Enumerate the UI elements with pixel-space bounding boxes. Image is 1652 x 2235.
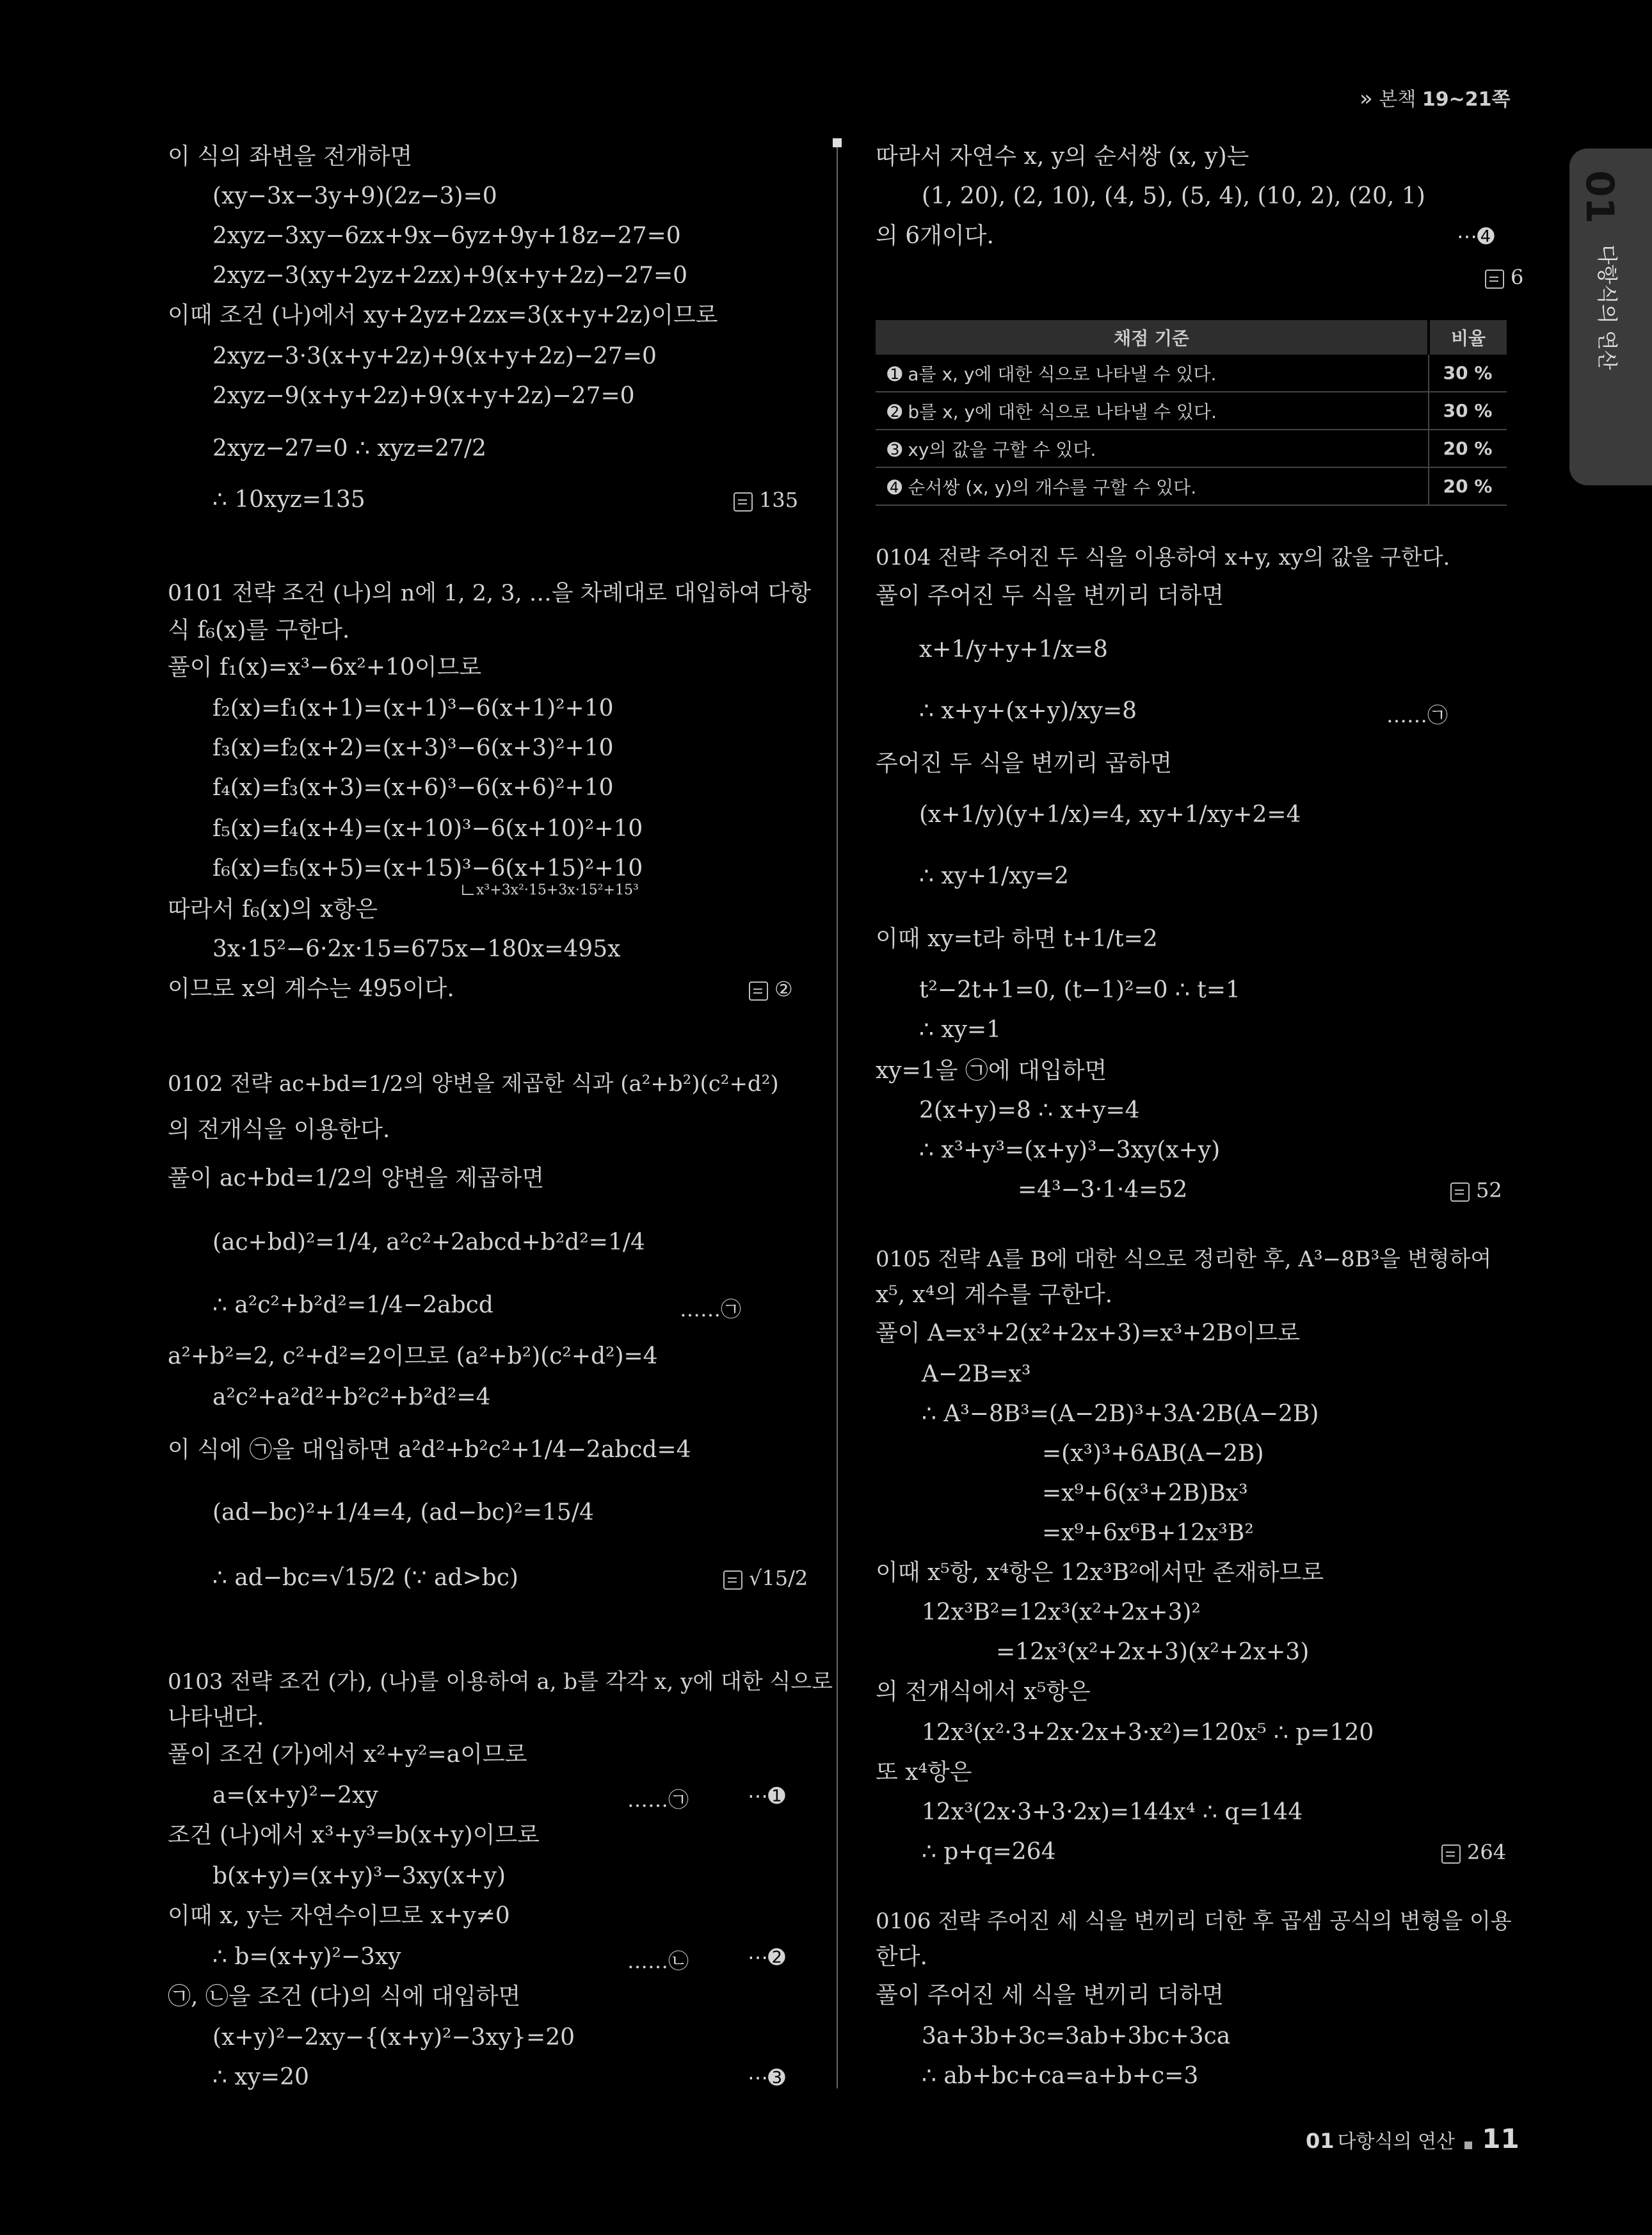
problem-0105-strategy: 0105 전략 A를 B에 대한 식으로 정리한 후, A³−8B³을 변형하여 [876,1247,1492,1272]
table-cell: ➍ 순서쌍 (x, y)의 개수를 구할 수 있다. [876,467,1429,505]
text-line: 주어진 두 식을 변끼리 곱하면 [876,750,1173,777]
text-line: 따라서 f₆(x)의 x항은 [168,896,378,923]
marker-a: ……㉠ [627,1787,689,1812]
ref-pages: 19~21쪽 [1422,88,1511,111]
expansion-bracket [462,885,474,895]
math-line: f₅(x)=f₄(x+4)=(x+10)³−6(x+10)²+10 [213,816,643,842]
math-line: 2xyz−9(x+y+2z)+9(x+y+2z)−27=0 [213,383,635,409]
text-line: 이때 x⁵항, x⁴항은 12x³B²에서만 존재하므로 [876,1560,1324,1586]
math-line: 2xyz−3xy−6zx+9x−6yz+9y+18z−27=0 [213,223,681,249]
math-line: t²−2t+1=0, (t−1)²=0 ∴ t=1 [919,977,1240,1003]
table-cell: ➋ b를 x, y에 대한 식으로 나타낼 수 있다. [876,392,1429,430]
answer-0103: 6 [1485,265,1523,289]
math-line: ∴ xy=1 [919,1017,1002,1043]
text-line: x⁵, x⁴의 계수를 구한다. [876,1282,1113,1308]
chapter-side-tab [1569,149,1652,485]
problem-0102-strategy: 0102 전략 ac+bd=1/2의 양변을 제곱한 식과 (a²+b²)(c²+d²) [168,1071,779,1097]
text-line: 이 식의 좌변을 전개하면 [168,143,413,170]
footer-chapter-title: 다항식의 연산 [1337,2131,1456,2153]
text-line: 따라서 자연수 x, y의 순서쌍 (x, y)는 [876,143,1249,170]
math-line: x+1/y+y+1/x=8 [919,636,1108,663]
problem-0101-strategy: 0101 전략 조건 (나)의 n에 1, 2, 3, …을 차례대로 대입하여 다항 [168,581,812,606]
text-line: 의 6개이다. [876,223,994,249]
solution-line: 풀이 주어진 세 식을 변끼리 더하면 [876,1982,1224,2008]
math-line: ∴ xy=20 [213,2064,309,2090]
math-line: 이 식에 ㉠을 대입하면 a²d²+b²c²+1/4−2abcd=4 [168,1437,691,1463]
marker-a: ……㉠ [1386,703,1448,727]
text-line: 나타낸다. [168,1704,264,1731]
problem-0106-strategy: 0106 전략 주어진 세 식을 변끼리 더한 후 곱셈 공식의 변형을 이용 [876,1908,1512,1934]
math-line: 이때 xy=t라 하면 t+1/t=2 [876,926,1158,952]
table-cell: 20 % [1429,430,1507,467]
step-4: ⋯➍ [1457,224,1495,248]
math-line: a=(x+y)²−2xy [213,1782,378,1809]
math-line: 12x³B²=12x³(x²+2x+3)² [922,1599,1201,1626]
math-line: 12x³(2x·3+3·2x)=144x⁴ ∴ q=144 [922,1799,1303,1825]
answer-icon [1441,1844,1461,1864]
marker-b: ……㉡ [627,1949,689,1973]
table-row [876,355,1507,392]
text-line: 의 전개식을 이용한다. [168,1117,390,1143]
math-line: ∴ xy+1/xy=2 [919,863,1069,889]
math-line: a²c²+a²d²+b²c²+b²d²=4 [213,1384,491,1410]
problem-0104-strategy: 0104 전략 주어진 두 식을 이용하여 x+y, xy의 값을 구한다. [876,545,1450,570]
math-line: 2xyz−3(xy+2yz+2zx)+9(x+y+2z)−27=0 [213,262,688,289]
column-divider [837,142,838,2088]
side-tab-number: 01 [1577,170,1622,224]
scoring-table [876,320,1507,506]
table-header-row [876,320,1507,355]
math-line: ∴ ab+bc+ca=a+b+c=3 [922,2063,1199,2089]
math-line: (ac+bd)²=1/4, a²c²+2abcd+b²d²=1/4 [213,1229,645,1255]
math-line: f₃(x)=f₂(x+2)=(x+3)³−6(x+3)²+10 [213,735,614,761]
math-line: ∴ ad−bc=√15/2 (∵ ad>bc) [213,1565,518,1591]
math-line: f₂(x)=f₁(x+1)=(x+1)³−6(x+1)²+10 [213,695,614,722]
marker-a: ……㉠ [680,1297,742,1321]
math-line: ∴ A³−8B³=(A−2B)³+3A·2B(A−2B) [922,1401,1319,1427]
answer-icon [723,1570,742,1590]
table-header: 채점 기준 [876,320,1429,355]
math-line: ∴ b=(x+y)²−3xy [213,1944,401,1970]
ref-label: 본책 [1379,88,1416,111]
chevrons-icon: » [1359,86,1373,111]
answer-icon [749,981,768,1001]
answer-135: 135 [734,488,798,512]
step-2: ⋯➋ [748,1945,785,1969]
math-line: (x+1/y)(y+1/x)=4, xy+1/xy+2=4 [919,802,1301,828]
math-line: ∴ a²c²+b²d²=1/4−2abcd [213,1292,493,1318]
solution-line: 풀이 주어진 두 식을 변끼리 더하면 [876,583,1224,609]
math-line: 2xyz−3·3(x+y+2z)+9(x+y+2z)−27=0 [213,343,657,369]
table-header: 비율 [1429,320,1507,355]
math-line: ∴ 10xyz=135 [213,487,365,513]
math-line: f₄(x)=f₃(x+3)=(x+6)³−6(x+6)²+10 [213,775,614,801]
table-cell: ➌ xy의 값을 구할 수 있다. [876,430,1429,467]
footer-square-icon [1464,2142,1472,2149]
math-line: =4³−3·1·4=52 [1018,1177,1188,1203]
step-1: ⋯➊ [748,1784,785,1808]
math-line: A−2B=x³ [922,1361,1031,1387]
math-line: 3x·15²−6·2x·15=675x−180x=495x [213,936,621,962]
table-cell: 30 % [1429,392,1507,430]
math-line: f₆(x)=f₅(x+5)=(x+15)³−6(x+15)²+10 [213,855,643,882]
page-number: 11 [1482,2123,1520,2154]
text-line: 한다. [876,1944,927,1970]
step-3: ⋯➌ [748,2065,785,2090]
solution-line: 풀이 A=x³+2(x²+2x+3)=x³+2B이므로 [876,1320,1300,1346]
footer-chapter-num: 01 [1306,2129,1335,2153]
text-line: 또 x⁴항은 [876,1759,972,1786]
math-line: ∴ x+y+(x+y)/xy=8 [919,698,1137,724]
math-line: 2xyz−27=0 ∴ xyz=27/2 [213,435,486,462]
divider-marker [833,138,842,147]
table-row [876,430,1507,467]
math-line: ∴ p+q=264 [922,1839,1056,1865]
text-line: 이므로 x의 계수는 495이다. [168,976,454,1002]
text-line: 의 전개식에서 x⁵항은 [876,1679,1091,1705]
side-tab-title: 다항식의 연산 [1595,245,1619,370]
math-line: =x⁹+6x⁶B+12x³B² [1042,1520,1254,1546]
problem-0103-strategy: 0103 전략 조건 (가), (나)를 이용하여 a, b를 각각 x, y에 대한 식으로 [168,1669,833,1695]
text-line: 식 f₆(x)를 구한다. [168,617,350,643]
text-line: 이때 조건 (나)에서 xy+2yz+2zx=3(x+y+2z)이므로 [168,302,718,328]
math-line: =x⁹+6(x³+2B)Bx³ [1042,1480,1248,1506]
text-line: ㉠, ㉡을 조건 (다)의 식에 대입하면 [168,1983,521,2010]
math-line: 2(x+y)=8 ∴ x+y=4 [919,1097,1140,1124]
math-line: 3a+3b+3c=3ab+3bc+3ca [922,2023,1231,2049]
table-cell: ➊ a를 x, y에 대한 식으로 나타낼 수 있다. [876,355,1429,392]
answer-icon [1485,270,1504,289]
math-line: (ad−bc)²+1/4=4, (ad−bc)²=15/4 [213,1499,594,1526]
answer-icon [1450,1182,1470,1202]
math-line: b(x+y)=(x+y)³−3xy(x+y) [213,1863,506,1889]
table-cell: 20 % [1429,467,1507,505]
math-line: a²+b²=2, c²+d²=2이므로 (a²+b²)(c²+d²)=4 [168,1343,658,1369]
math-line: (1, 20), (2, 10), (4, 5), (5, 4), (10, 2), (20, 1) [922,183,1425,209]
math-line: =12x³(x²+2x+3)(x²+2x+3) [996,1639,1310,1665]
math-line: (xy−3x−3y+9)(2z−3)=0 [213,183,497,209]
answer-0101: ② [749,977,793,1001]
table-cell: 30 % [1429,355,1507,392]
answer-0105: 264 [1441,1840,1506,1864]
table-row [876,392,1507,430]
solution-line: 풀이 ac+bd=1/2의 양변을 제곱하면 [168,1165,545,1191]
page-reference [1359,83,1511,111]
answer-icon [734,492,753,512]
expansion-note: x³+3x²·15+3x·15²+15³ [476,882,639,898]
text-line: 이때 x, y는 자연수이므로 x+y≠0 [168,1903,510,1929]
text-line: 조건 (나)에서 x³+y³=b(x+y)이므로 [168,1822,540,1848]
math-line: =(x³)³+6AB(A−2B) [1042,1440,1264,1467]
table-row [876,467,1507,505]
text-line: xy=1을 ㉠에 대입하면 [876,1058,1107,1084]
page-footer [1306,2123,1520,2154]
answer-0102: √15/2 [723,1566,808,1590]
solution-line: 풀이 조건 (가)에서 x²+y²=a이므로 [168,1741,527,1768]
math-line: 12x³(x²·3+2x·2x+3·x²)=120x⁵ ∴ p=120 [922,1720,1374,1746]
math-line: (x+y)²−2xy−{(x+y)²−3xy}=20 [213,2024,575,2051]
solution-line: 풀이 f₁(x)=x³−6x²+10이므로 [168,654,482,681]
math-line: ∴ x³+y³=(x+y)³−3xy(x+y) [919,1137,1221,1163]
answer-0104: 52 [1450,1178,1502,1202]
